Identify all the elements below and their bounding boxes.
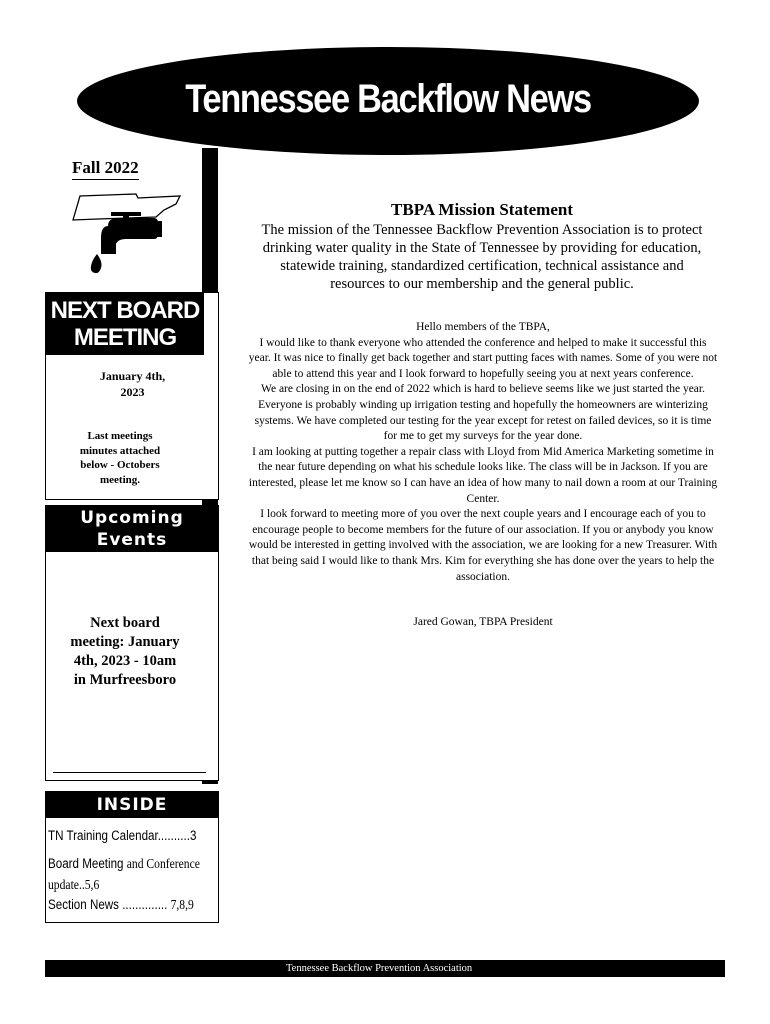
upcoming-events-heading: Upcoming Events — [46, 506, 218, 552]
letter-paragraph: I am looking at putting together a repair class with Lloyd from Mid America Marketing sometime in the near future depending on what his schedule looks like. The class will be in Jackson. If you are interested, please let me know so I can have an idea of how many to nail down a room at our Training Center. — [248, 445, 718, 505]
divider-line — [53, 772, 206, 773]
issue-label: Fall 2022 — [72, 158, 139, 180]
tennessee-faucet-icon — [68, 190, 186, 276]
mission-statement-text: The mission of the Tennessee Backflow Prevention Association is to protect drinking water quality in the State of Tennessee by providing for education, statewide training, standardized certification, technical assistance and resources to our membership and the general public. — [261, 222, 703, 292]
meeting-date: January 4th, 2023 — [99, 369, 166, 399]
next-board-meeting-heading: NEXT BOARD MEETING — [46, 293, 204, 355]
footer-bar — [45, 960, 725, 977]
inside-heading: INSIDE — [46, 792, 218, 818]
newsletter-title: Tennessee Backflow News — [185, 77, 591, 121]
toc-item: Board Meeting and Conference — [48, 856, 200, 871]
letter-paragraph: I look forward to meeting more of you over the next couple years and I encourage each of you to encourage people to become members for the future of our association. If you or anybody you know would be interested in getting involved with the association, we are looking for a new Treasurer. With that being said I would like to thank Mrs. Kim for everything she has done over the years to help the association. — [248, 508, 718, 583]
toc-item: update..5,6 — [48, 877, 100, 892]
letter-greeting: Hello members of the TBPA, — [416, 321, 550, 333]
letter-signature: Jared Gowan, TBPA President — [413, 616, 553, 628]
toc-item: Section News .............. 7,8,9 — [48, 897, 194, 912]
meeting-minutes-note: Last meetings minutes attached below - Octobers meeting. — [79, 430, 161, 486]
footer-text: Tennessee Backflow Prevention Association — [286, 963, 473, 974]
letter-paragraph: I would like to thank everyone who attended the conference and helped to make it successful this year. It was nice to finally get back together and start putting faces with names. Some of you were not able to attend this year and I look forward to hopefully seeing you at next years conference. — [248, 336, 718, 380]
mission-statement-title: TBPA Mission Statement — [391, 200, 573, 219]
upcoming-event-item: Next board meeting: January 4th, 2023 - 10am in Murfreesboro — [70, 615, 180, 688]
president-letter — [248, 320, 718, 585]
toc-item: TN Training Calendar..........3 — [48, 828, 197, 843]
letter-paragraph: We are closing in on the end of 2022 which is hard to believe seems like we just started the year. Everyone is probably winding up irrigation testing and hopefully the homeowners are winterizing systems. We have completed our testing for the year except for retest on failed devices, so it is time for me to get my surveys for the year done. — [254, 383, 712, 443]
